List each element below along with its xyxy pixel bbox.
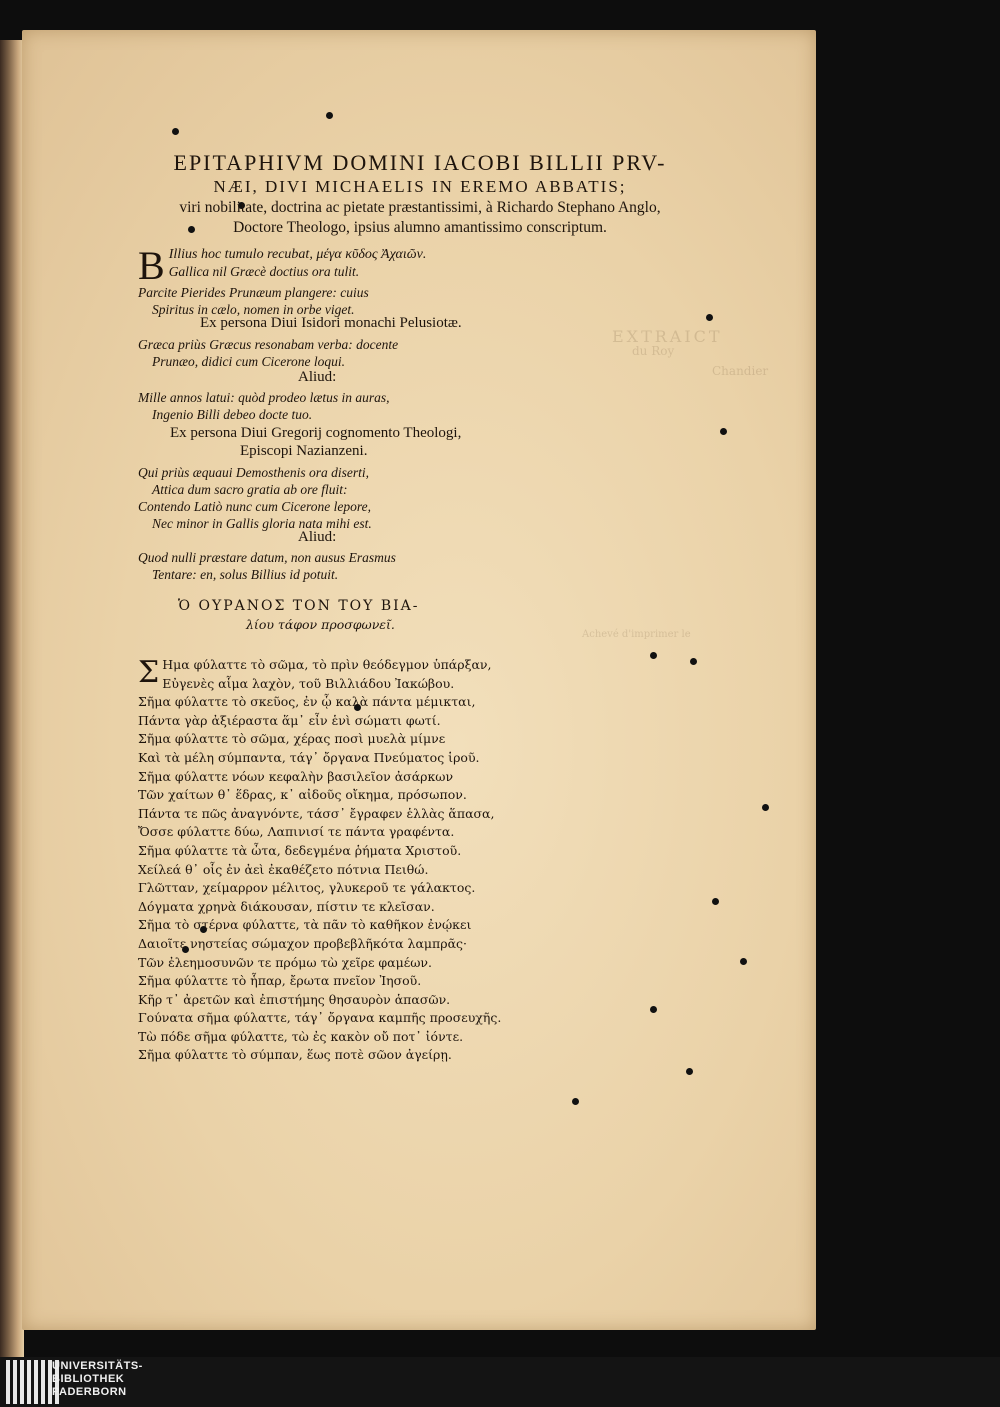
ink-speck xyxy=(686,1068,693,1075)
greek-subheading: λίου τάφον προσφωνεῖ. xyxy=(246,617,395,632)
greek-line: Σῆμα φύλαττε τὰ ὦτα, δεδεγμένα ῥήματα Χριστοῦ. xyxy=(138,842,462,858)
greek-line: Πάντα τε πῶς ἀναγνόντε, τάσσ᾽ ἔγραφεν ἑλλὰς ἅπασα, xyxy=(138,805,495,821)
drop-cap: Σ xyxy=(138,655,160,690)
ink-speck xyxy=(762,804,769,811)
greek-line: Τῶν ἐλεημοσυνῶν τε πρόμω τὼ χεῖρε φαμέων. xyxy=(138,954,432,970)
title-line: Doctore Theologo, ipsius alumno amantissimo conscriptum. xyxy=(233,219,607,236)
greek-line: Σῆμα φύλαττε τὸ ἧπαρ, ἔρωτα πνεῖον Ἰησοῦ. xyxy=(138,973,422,989)
verse-line: Contendo Latiò nunc cum Cicerone lepore, xyxy=(138,499,371,514)
verse-line: Mille annos latui: quòd prodeo lætus in auras, xyxy=(138,390,390,405)
greek-line: Χείλεά θ᾽ οἷς ἐν ἀεὶ ἐκαθέζετο πότνια Πειθώ. xyxy=(138,861,429,877)
gregory-epitaph xyxy=(138,424,461,532)
greek-line: Γλῶτταν, χείμαρρον μέλιτος, γλυκεροῦ τε γάλακτος. xyxy=(138,880,476,896)
epitaph-title xyxy=(140,150,700,238)
title-line: NÆI, DIVI MICHAELIS IN EREMO ABBATIS; xyxy=(213,177,627,196)
latin-epitaph xyxy=(138,243,427,318)
section-heading: Episcopi Nazianzeni. xyxy=(240,443,368,459)
ink-speck xyxy=(740,958,747,965)
ink-speck xyxy=(650,1006,657,1013)
greek-line: Τὼ πόδε σῆμα φύλαττε, τὼ ἐς κακὸν οὔ ποτ᾽ ἰόντε. xyxy=(138,1028,464,1044)
ink-speck xyxy=(172,128,179,135)
ink-speck xyxy=(650,652,657,659)
greek-line: Ημα φύλαττε τὸ σῶμα, τὸ πρὶν θεόδεγμον ὑπάρξαν, xyxy=(162,657,492,672)
greek-line: Σῆμα τὸ στέρνα φύλαττε, τὰ πᾶν τὸ καθῆκον ἐνῴκει xyxy=(138,917,472,933)
verse-line: Illius hoc tumulo recubat, μέγα κῦδος Ἀχαιῶν. xyxy=(168,247,427,262)
bleed-through-text xyxy=(582,327,802,660)
greek-line: Ὄσσε φύλαττε δύω, Λαπινισί τε πάντα γραφέντα. xyxy=(138,824,455,840)
title-line: EPITAPHIVM DOMINI IACOBI BILLII PRV- xyxy=(173,150,667,175)
greek-line: Τῶν χαίτων θ᾽ ἕδρας, κ᾽ αἰδοῦς οἴκημα, πρόσωπον. xyxy=(138,787,467,803)
section-heading: Ex persona Diui Gregorij cognomento Theologi, xyxy=(170,425,462,441)
greek-line: Σῆμα φύλαττε νόων κεφαλὴν βασιλεῖον ἀσάρκων xyxy=(138,768,454,784)
verse-line: Spiritus in cælo, nomen in orbe viget. xyxy=(152,302,355,317)
greek-line: Σῆμα φύλαττε τὸ σκεῦος, ἐν ᾧ καλὰ πάντα μέμικται, xyxy=(138,694,476,710)
title-line: viri nobilitate, doctrina ac pietate præstantissimi, à Richardo Stephano Anglo, xyxy=(179,199,661,216)
library-name-line: PADERBORN xyxy=(52,1386,127,1398)
greek-line: Πάντα γὰρ ἀξιέραστα ἅμ᾽ εἶν ἑνὶ σώματι φωτί. xyxy=(138,712,441,728)
greek-line: Δόγματα χρηνὰ διάκουσαν, πίστιν τε κλεῖσαν. xyxy=(138,898,435,914)
greek-line: Γούνατα σῆμα φύλαττε, τάγ᾽ ὄργανα καμπῆς προσευχῆς. xyxy=(138,1010,502,1026)
aliud-epitaph-2 xyxy=(138,528,396,583)
section-heading: Aliud: xyxy=(298,369,337,385)
ink-speck xyxy=(706,314,713,321)
greek-line: Κῆρ τ᾽ ἀρετῶν καὶ ἐπιστήμης θησαυρὸν ἁπασῶν. xyxy=(138,991,451,1007)
ink-speck xyxy=(720,428,727,435)
ink-speck xyxy=(712,898,719,905)
greek-line: Σῆμα φύλαττε τὸ σύμπαν, ἕως ποτὲ σῶον ἀγείρῃ. xyxy=(138,1047,452,1063)
greek-heading: Ὁ ΟΥΡΑΝΟΣ ΤΟΝ ΤΟΥ ΒΙΑ- xyxy=(178,598,420,614)
bleed-through-line: Chandier xyxy=(712,364,769,378)
verse-line: Nec minor in Gallis gloria nata mihi est. xyxy=(152,516,372,531)
book-spine xyxy=(0,40,24,1360)
bleed-through-line: du Roy xyxy=(632,344,675,358)
section-heading: Aliud: xyxy=(298,529,337,545)
greek-line: Δαιοῖτε νηστείας σώμαχον προβεβλῆκότα λαμπρᾶς· xyxy=(138,935,468,951)
greek-line: Εὐγενὲς αἷμα λαχὸν, τοῦ Βιλλιάδου Ἰακώβου. xyxy=(162,675,455,691)
verse-line: Græca priùs Græcus resonabam verba: docente xyxy=(138,337,399,352)
verse-line: Tentare: en, solus Billius id potuit. xyxy=(152,567,339,582)
greek-line: Καὶ τὰ μέλη σύμπαντα, τάγ᾽ ὄργανα Πνεύματος ἱροῦ. xyxy=(138,749,480,765)
aliud-epitaph-1 xyxy=(138,368,390,423)
verse-line: Ingenio Billi debeo docte tuo. xyxy=(152,407,313,422)
library-footer xyxy=(0,1357,1000,1407)
verse-line: Gallica nil Græcè doctius ora tulit. xyxy=(168,264,360,279)
library-name xyxy=(52,1360,143,1399)
ink-speck xyxy=(572,1098,579,1105)
greek-line: Σῆμα φύλαττε τὸ σῶμα, χέρας ποσὶ μυελὰ μίμνε xyxy=(138,731,446,747)
library-name-line: UNIVERSITÄTS- xyxy=(52,1360,143,1372)
verse-line: Quod nulli præstare datum, non ausus Erasmus xyxy=(138,550,396,565)
bleed-through-line: EXTRAICT xyxy=(612,327,723,346)
library-name-line: BIBLIOTHEK xyxy=(52,1373,125,1385)
verse-line: Prunæo, didici cum Cicerone loqui. xyxy=(152,354,345,369)
greek-poem xyxy=(138,596,501,1065)
verse-line: Parcite Pierides Prunæum plangere: cuius xyxy=(138,285,369,300)
ink-speck xyxy=(326,112,333,119)
bleed-through-line: Achevé d'imprimer le xyxy=(582,629,691,640)
isidore-epitaph xyxy=(138,314,462,370)
drop-cap: B xyxy=(138,243,165,288)
section-heading: Ex persona Diui Isidori monachi Pelusiotæ. xyxy=(200,315,462,331)
verse-line: Attica dum sacro gratia ab ore fluit: xyxy=(152,482,348,497)
ink-speck xyxy=(690,658,697,665)
verse-line: Qui priùs æquaui Demosthenis ora diserti, xyxy=(138,465,370,480)
